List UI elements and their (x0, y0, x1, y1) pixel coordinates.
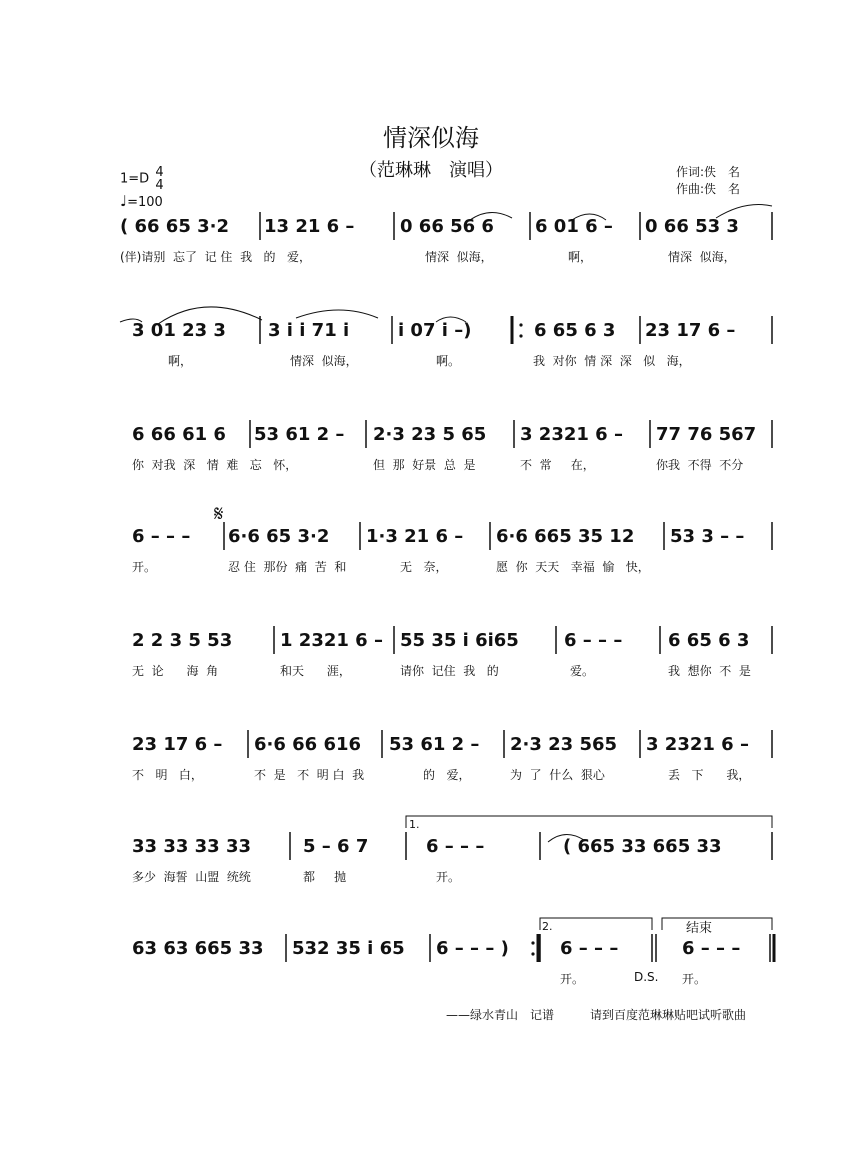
measure-notes: 6 – – – (132, 526, 191, 547)
lyric-text: D.S. (634, 970, 659, 984)
lyric-text: 无 论 海 角 (132, 664, 219, 678)
footer-note: ——绿水青山 记谱 请到百度范琳琳贴吧试听歌曲 (446, 1008, 747, 1022)
lyric-text: 你我 不得 不分 (656, 458, 744, 472)
lyric-text: (伴)请别 忘了 记 住 我 的 爱， (120, 250, 311, 264)
lyric-text: 请你 记住 我 的 (400, 664, 499, 678)
lyric-text: 不 常 在， (520, 458, 595, 472)
lyric-text: 开。 (682, 972, 707, 986)
measure-notes: ( 665 33 665 33 (563, 836, 722, 857)
measure-notes: 6 01 6 – (535, 216, 613, 237)
measure-notes: 532 35 i 65 (292, 938, 405, 959)
measure-notes: 5 – 6 7 (303, 836, 369, 857)
measure-notes: 6 – – – (564, 630, 623, 651)
measure-notes: 3 2321 6 – (520, 424, 623, 445)
measure-notes: 33 33 33 33 (132, 836, 251, 857)
lyric-text: 爱。 (570, 664, 595, 678)
lyric-text: 无 奈， (400, 560, 448, 574)
lyric-text: 情深 似海， (668, 250, 736, 264)
measure-notes: 2·3 23 5 65 (373, 424, 487, 445)
lyric-text: 的 爱， (423, 768, 471, 782)
measure-notes: 77 76 567 (656, 424, 757, 445)
lyric-text: 不 明 白， (132, 768, 203, 782)
measure-notes: 0 66 56 6 (400, 216, 494, 237)
measure-notes: 23 17 6 – (132, 734, 223, 755)
measure-notes: 6 65 6 3 (534, 320, 616, 341)
measure-notes: 6 – – – (560, 938, 619, 959)
measure-notes: i 07 i –) (398, 320, 472, 341)
measure-notes: 3 i i 71 i (268, 320, 350, 341)
end-label: 结束 (686, 921, 713, 936)
measure-notes: 13 21 6 – (264, 216, 355, 237)
measure-notes: 2·3 23 565 (510, 734, 618, 755)
lyric-text: 丢 下 我， (668, 768, 751, 782)
lyric-text: 愿 你 天天 幸福 愉 快， (496, 560, 650, 574)
measure-notes: 63 63 665 33 (132, 938, 264, 959)
measure-notes: 53 61 2 – (389, 734, 480, 755)
lyric-text: 你 对我 深 情 难 忘 怀， (132, 458, 298, 472)
measure-notes: ( 66 65 3·2 (120, 216, 230, 237)
segno-icon: 𝄋 (214, 502, 224, 527)
lyric-text: 和天 涯， (280, 664, 351, 678)
time-top: 4 (155, 165, 164, 180)
composer: 作曲:佚 名 (676, 182, 741, 196)
measure-notes: 3 2321 6 – (646, 734, 749, 755)
lyric-text: 不 是 不 明 白 我 (254, 768, 365, 782)
measure-notes: 3 01 23 3 (132, 320, 226, 341)
measure-notes: 2 2 3 5 53 (132, 630, 233, 651)
measure-notes: 1 2321 6 – (280, 630, 383, 651)
lyric-text: 开。 (132, 560, 157, 574)
singer-subtitle: （范琳琳 演唱） (359, 160, 503, 181)
measure-notes: 53 3 – – (670, 526, 745, 547)
tempo-value: =100 (127, 195, 163, 210)
lyric-text: 都 抛 (303, 870, 347, 884)
measure-notes: 1·3 21 6 – (366, 526, 464, 547)
song-title: 情深似海 (383, 124, 479, 152)
lyric-text: 我 对你 情 深 深 似 海， (533, 354, 691, 368)
measure-notes: 53 61 2 – (254, 424, 345, 445)
measure-notes: 6 65 6 3 (668, 630, 750, 651)
lyric-text: 但 那 好景 总 是 (373, 458, 476, 472)
lyric-text: 情深 似海， (290, 354, 358, 368)
lyric-text: 情深 似海， (425, 250, 493, 264)
second-ending-label: 2. (542, 920, 553, 933)
measure-notes: 6 – – – (682, 938, 741, 959)
first-ending-label: 1. (409, 818, 420, 831)
quarter-note-icon: ♩ (120, 192, 128, 210)
key-label: 1=D (120, 171, 150, 187)
measure-notes: 6·6 65 3·2 (228, 526, 330, 547)
measure-notes: 6 – – – (426, 836, 485, 857)
lyric-text: 啊。 (436, 354, 461, 368)
lyric-text: 啊， (568, 250, 593, 264)
lyric-text: 啊， (168, 354, 193, 368)
time-bottom: 4 (155, 178, 164, 193)
measure-notes: 6 – – – ) (436, 938, 509, 959)
measure-notes: 0 66 53 3 (645, 216, 739, 237)
lyric-text: 开。 (436, 870, 461, 884)
measure-notes: 55 35 i 6i65 (400, 630, 519, 651)
lyric-text: 开。 (560, 972, 585, 986)
lyric-text: 为 了 什么 狠心 (510, 768, 605, 782)
measure-notes: 6·6 665 35 12 (496, 526, 635, 547)
lyric-text: 忍 住 那份 痛 苦 和 (228, 560, 347, 574)
measure-notes: 23 17 6 – (645, 320, 736, 341)
lyricist: 作词:佚 名 (676, 165, 741, 179)
measure-notes: 6·6 66 616 (254, 734, 362, 755)
lyric-text: 我 想你 不 是 (668, 664, 751, 678)
lyric-text: 多少 海誓 山盟 统统 (132, 870, 251, 884)
measure-notes: 6 66 61 6 (132, 424, 226, 445)
